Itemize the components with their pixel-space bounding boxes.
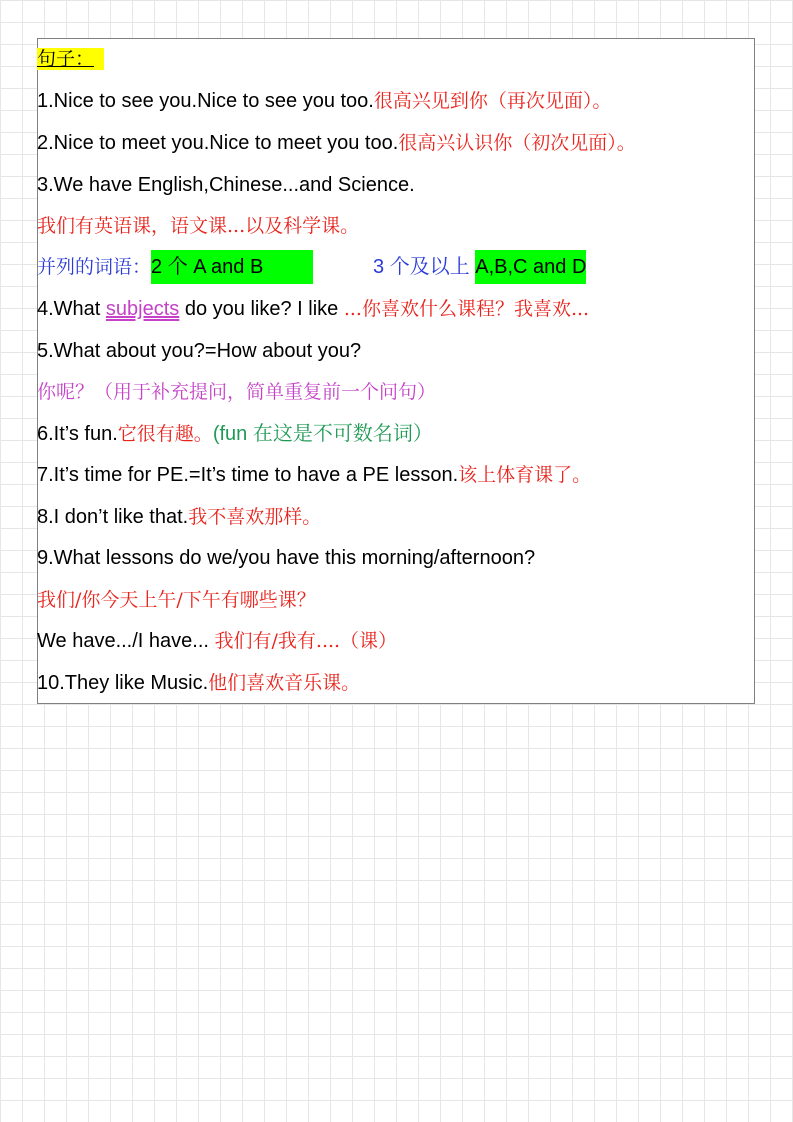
sentence-3 <box>37 168 793 202</box>
sentence-8-cn: 我不喜欢那样。 <box>188 506 322 528</box>
heading-line <box>37 42 793 76</box>
sentence-8-en: 8.I don’t like that. <box>37 506 189 528</box>
sentence-4-cn: ...你喜欢什么课程？我喜欢... <box>343 298 590 320</box>
sentence-4-en-a: 4.What <box>37 298 106 320</box>
answer-cn: 我们有/我有....（课） <box>214 630 398 652</box>
two-items-text: 2 个 A and B <box>151 256 264 278</box>
sentence-2-cn: 很高兴认识你（初次见面）。 <box>398 132 636 154</box>
sentence-5 <box>37 334 793 368</box>
sentence-8 <box>37 500 793 534</box>
sentence-9-cn: 我们/你今天上午/下午有哪些课？ <box>37 589 316 611</box>
sentence-3-translation <box>37 209 793 243</box>
answer-line <box>37 624 793 658</box>
sentence-1-en: 1.Nice to see you.Nice to see you too. <box>37 90 374 112</box>
sentence-6 <box>37 417 793 451</box>
coordinate-words-label: 并列的词语： <box>37 256 152 278</box>
sentence-5-cn: 你呢？（用于补充提问，简单重复前一个问句） <box>37 381 437 403</box>
subjects-word: subjects <box>105 298 180 320</box>
sentence-1 <box>37 84 793 118</box>
sentence-9-translation <box>37 583 793 617</box>
sentence-10 <box>37 666 793 700</box>
sentence-6-en: 6.It’s fun. <box>37 423 118 445</box>
three-items-text: A,B,C and D <box>475 256 587 278</box>
sentence-9 <box>37 541 793 575</box>
sentence-5-translation <box>37 375 793 409</box>
answer-en: We have.../I have... <box>37 630 215 652</box>
sentence-6-cn: 它很有趣。 <box>117 423 213 445</box>
sentence-7-en: 7.It’s time for PE.=It’s time to have a PE lesson. <box>37 464 459 486</box>
sentence-7-cn: 该上体育课了。 <box>458 464 592 486</box>
heading: 句子： <box>37 48 104 70</box>
sentence-10-en: 10.They like Music. <box>37 672 209 694</box>
sentence-9-en: 9.What lessons do we/you have this morning/afternoon? <box>37 547 536 569</box>
sentence-6-note: (fun 在这是不可数名词） <box>212 423 433 445</box>
sentence-4 <box>37 292 793 326</box>
sentence-10-cn: 他们喜欢音乐课。 <box>208 672 361 694</box>
two-items-highlight <box>151 250 313 284</box>
sentence-3-en: 3.We have English,Chinese...and Science. <box>37 174 415 196</box>
sentence-2-en: 2.Nice to meet you.Nice to meet you too. <box>37 132 399 154</box>
sentence-1-cn: 很高兴见到你（再次见面）。 <box>373 90 612 112</box>
sentence-3-cn: 我们有英语课，语文课...以及科学课。 <box>37 215 360 237</box>
sentence-5-en: 5.What about you?=How about you? <box>37 340 362 362</box>
three-items-highlight <box>475 250 586 284</box>
sentence-4-en-b: do you like? I like <box>179 298 344 320</box>
sentence-2 <box>37 126 793 160</box>
sentence-7 <box>37 458 793 492</box>
three-items-label: 3 个及以上 <box>373 256 476 278</box>
coordinate-words-line <box>37 250 793 284</box>
